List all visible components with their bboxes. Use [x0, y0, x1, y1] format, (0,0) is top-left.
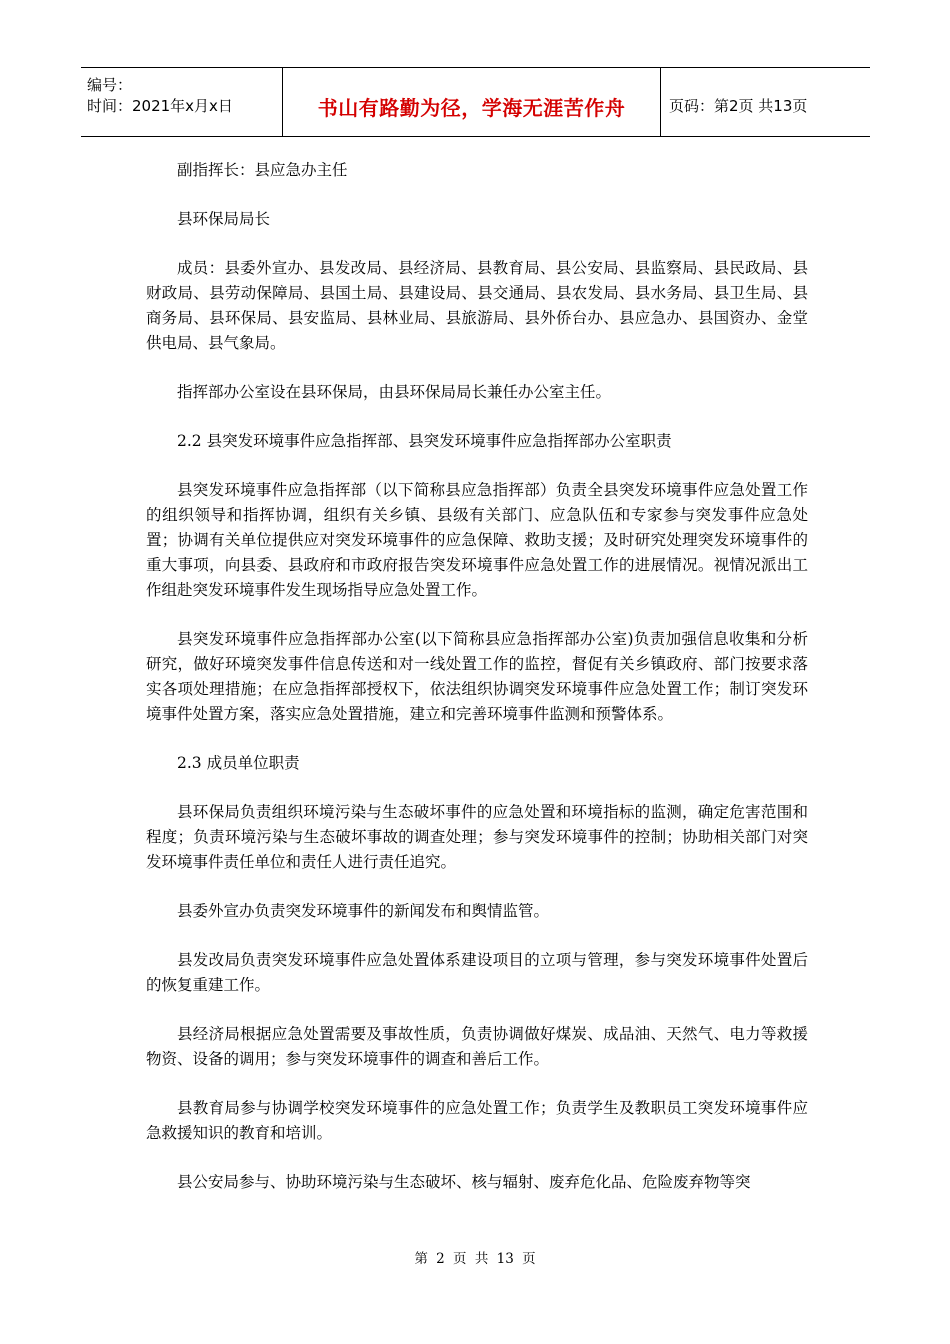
footer-ye-end: 页: [522, 1251, 536, 1267]
header-page-cell: [661, 68, 870, 136]
document-body: [146, 158, 808, 1219]
footer-di: 第: [414, 1251, 428, 1267]
footer-gong: 共: [474, 1251, 489, 1267]
paragraph-members: 成员：县委外宣办、县发改局、县经济局、县教育局、县公安局、县监察局、县民政局、县财政局、县劳动保障局、县国土局、县建设局、县交通局、县农发局、县水务局、县卫生局、县商务局、县环保局、县安监局、县林业局、县旅游局、县外侨台办、县应急办、县国资办、金堂供电局、县气象局。: [146, 259, 808, 352]
header-motto-cell: [283, 68, 661, 136]
section-heading-2-2: 2.2 县突发环境事件应急指挥部、县突发环境事件应急指挥部办公室职责: [177, 432, 672, 450]
paragraph-economy-duties: 县经济局根据应急处置需要及事故性质，负责协调做好煤炭、成品油、天然气、电力等救援物资、设备的调用；参与突发环境事件的调查和善后工作。: [146, 1025, 808, 1068]
section-heading-2-3: 2.3 成员单位职责: [177, 754, 300, 772]
paragraph-env-bureau-duties: 县环保局负责组织环境污染与生态破坏事件的应急处置和环境指标的监测，确定危害范围和程度；负责环境污染与生态破坏事故的调查处理；参与突发环境事件的控制；协助相关部门对突发环境事件责任单位和责任人进行责任追究。: [146, 803, 808, 871]
page-header: [81, 67, 870, 137]
paragraph-command-duties: 县突发环境事件应急指挥部（以下简称县应急指挥部）负责全县突发环境事件应急处置工作的组织领导和指挥协调，组织有关乡镇、县级有关部门、应急队伍和专家参与突发事件应急处置；协调有关单位提供应对突发环境事件的应急保障、救助支援；及时研究处理突发环境事件的重大事项，向县委、县政府和市政府报告突发环境事件应急处置工作的进展情况。视情况派出工作组赴突发环境事件发生现场指导应急处置工作。: [146, 481, 808, 599]
doc-date-label: 时间：2021年x月x日: [87, 97, 233, 115]
paragraph-deputy-commander: 副指挥长：县应急办主任: [177, 161, 348, 179]
paragraph-police-duties: 县公安局参与、协助环境污染与生态破坏、核与辐射、废弃危化品、危险废弃物等突: [177, 1173, 751, 1191]
footer-ye: 页: [453, 1251, 467, 1267]
page-footer: [0, 1247, 950, 1267]
paragraph-office-location: 指挥部办公室设在县环保局，由县环保局局长兼任办公室主任。: [177, 383, 612, 401]
header-meta-cell: [81, 68, 283, 136]
paragraph-education-duties: 县教育局参与协调学校突发环境事件的应急处置工作；负责学生及教职员工突发环境事件应急救援知识的教育和培训。: [146, 1099, 808, 1142]
paragraph-office-duties: 县突发环境事件应急指挥部办公室(以下简称县应急指挥部办公室)负责加强信息收集和分析研究，做好环境突发事件信息传送和对一线处置工作的监控，督促有关乡镇政府、部门按要求落实各项处理措施；在应急指挥部授权下，依法组织协调突发环境事件应急处置工作；制订突发环境事件处置方案，落实应急处置措施，建立和完善环境事件监测和预警体系。: [146, 630, 808, 723]
paragraph-publicity-duties: 县委外宣办负责突发环境事件的新闻发布和舆情监管。: [177, 902, 550, 920]
footer-total-pages: 13: [496, 1251, 514, 1267]
footer-page-number: 2: [436, 1251, 445, 1267]
paragraph-development-duties: 县发改局负责突发环境事件应急处置体系建设项目的立项与管理，参与突发环境事件处置后的恢复重建工作。: [146, 951, 808, 994]
header-motto: 书山有路勤为径，学海无涯苦作舟: [317, 96, 626, 120]
doc-code-label: 编号：: [87, 76, 133, 94]
paragraph-env-bureau-chief: 县环保局局长: [177, 210, 271, 228]
header-page-info: 页码：第2页 共13页: [669, 97, 808, 115]
